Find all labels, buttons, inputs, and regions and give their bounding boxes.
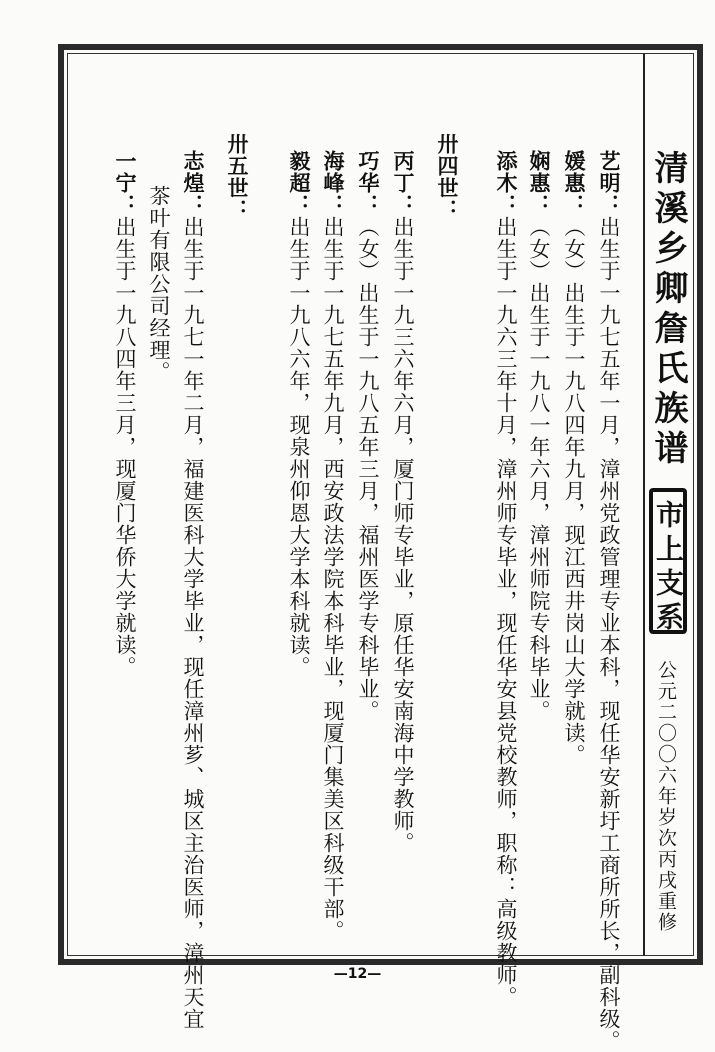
generation-heading: 卅五世： bbox=[225, 133, 250, 221]
genealogy-entry: 志煌：出生于一九七一年二月，福建医科大学毕业，现任漳州芗、城区主治医师，漳州天宜 bbox=[181, 150, 206, 1030]
entry-name: 海峰 bbox=[321, 150, 346, 194]
entry-text: （女）出生于一九八五年三月，福州医学专科毕业。 bbox=[356, 216, 380, 722]
page-number: —12— bbox=[333, 966, 382, 982]
entry-text: 出生于一九八四年三月，现厦门华侨大学就读。 bbox=[113, 216, 137, 678]
genealogy-entry: 巧华：（女）出生于一九八五年三月，福州医学专科毕业。 bbox=[356, 150, 381, 722]
genealogy-entry: 娴惠：（女）出生于一九八一年六月，漳州师院专科毕业。 bbox=[527, 150, 552, 722]
edition-date: 公元二〇〇六年岁次丙戌重修 bbox=[655, 660, 677, 933]
entry-text: 出生于一九三六年六月，厦门师专毕业，原任华安南海中学教师。 bbox=[391, 216, 415, 854]
book-title: 清溪乡卿詹氏族谱 bbox=[648, 150, 688, 470]
entry-name: 巧华 bbox=[356, 150, 381, 194]
genealogy-entry: 一宁：出生于一九八四年三月，现厦门华侨大学就读。 bbox=[113, 150, 138, 678]
generation-heading: 卅四世： bbox=[435, 133, 460, 221]
entry-text: 出生于一九八六年，现泉州仰恩大学本科就读。 bbox=[287, 216, 311, 678]
entry-text: 出生于一九七五年九月，西安政法学院本科毕业，现厦门集美区科级干部。 bbox=[321, 216, 345, 942]
entry-name: 毅超 bbox=[287, 150, 312, 194]
genealogy-entry: 媛惠：（女）出生于一九八四年九月，现江西井岗山大学就读。 bbox=[562, 150, 587, 766]
genealogy-entry: 艺明：出生于一九七五年一月，漳州党政管理专业本科，现任华安新圩工商所所长，副科级。 bbox=[597, 150, 622, 1052]
entry-name: 艺明 bbox=[597, 150, 622, 194]
entry-text: 出生于一九七一年二月，福建医科大学毕业，现任漳州芗、城区主治医师，漳州天宜 bbox=[181, 216, 205, 1030]
genealogy-entry-continuation: 茶叶有限公司经理。 bbox=[147, 185, 171, 383]
entry-name: 志煌 bbox=[181, 150, 206, 194]
title-column-divider bbox=[643, 54, 645, 956]
entry-text: （女）出生于一九八四年九月，现江西井岗山大学就读。 bbox=[562, 216, 586, 766]
entry-name: 娴惠 bbox=[527, 150, 552, 194]
entry-text: 出生于一九六三年十月，漳州师专毕业，现任华安县党校教师，职称：高级教师。 bbox=[494, 216, 518, 1008]
entry-name: 添木 bbox=[494, 150, 519, 194]
entry-name: 媛惠 bbox=[562, 150, 587, 194]
entry-text: （女）出生于一九八一年六月，漳州师院专科毕业。 bbox=[527, 216, 551, 722]
genealogy-entry: 毅超：出生于一九八六年，现泉州仰恩大学本科就读。 bbox=[287, 150, 312, 678]
entry-name: 丙丁 bbox=[391, 150, 416, 194]
entry-text: 出生于一九七五年一月，漳州党政管理专业本科，现任华安新圩工商所所长，副科级。 bbox=[597, 216, 621, 1052]
genealogy-entry: 海峰：出生于一九七五年九月，西安政法学院本科毕业，现厦门集美区科级干部。 bbox=[321, 150, 346, 942]
genealogy-entry: 添木：出生于一九六三年十月，漳州师专毕业，现任华安县党校教师，职称：高级教师。 bbox=[494, 150, 519, 1008]
entry-name: 一宁 bbox=[113, 150, 138, 194]
branch-label: 市上支系 bbox=[652, 500, 685, 636]
genealogy-entry: 丙丁：出生于一九三六年六月，厦门师专毕业，原任华安南海中学教师。 bbox=[391, 150, 416, 854]
